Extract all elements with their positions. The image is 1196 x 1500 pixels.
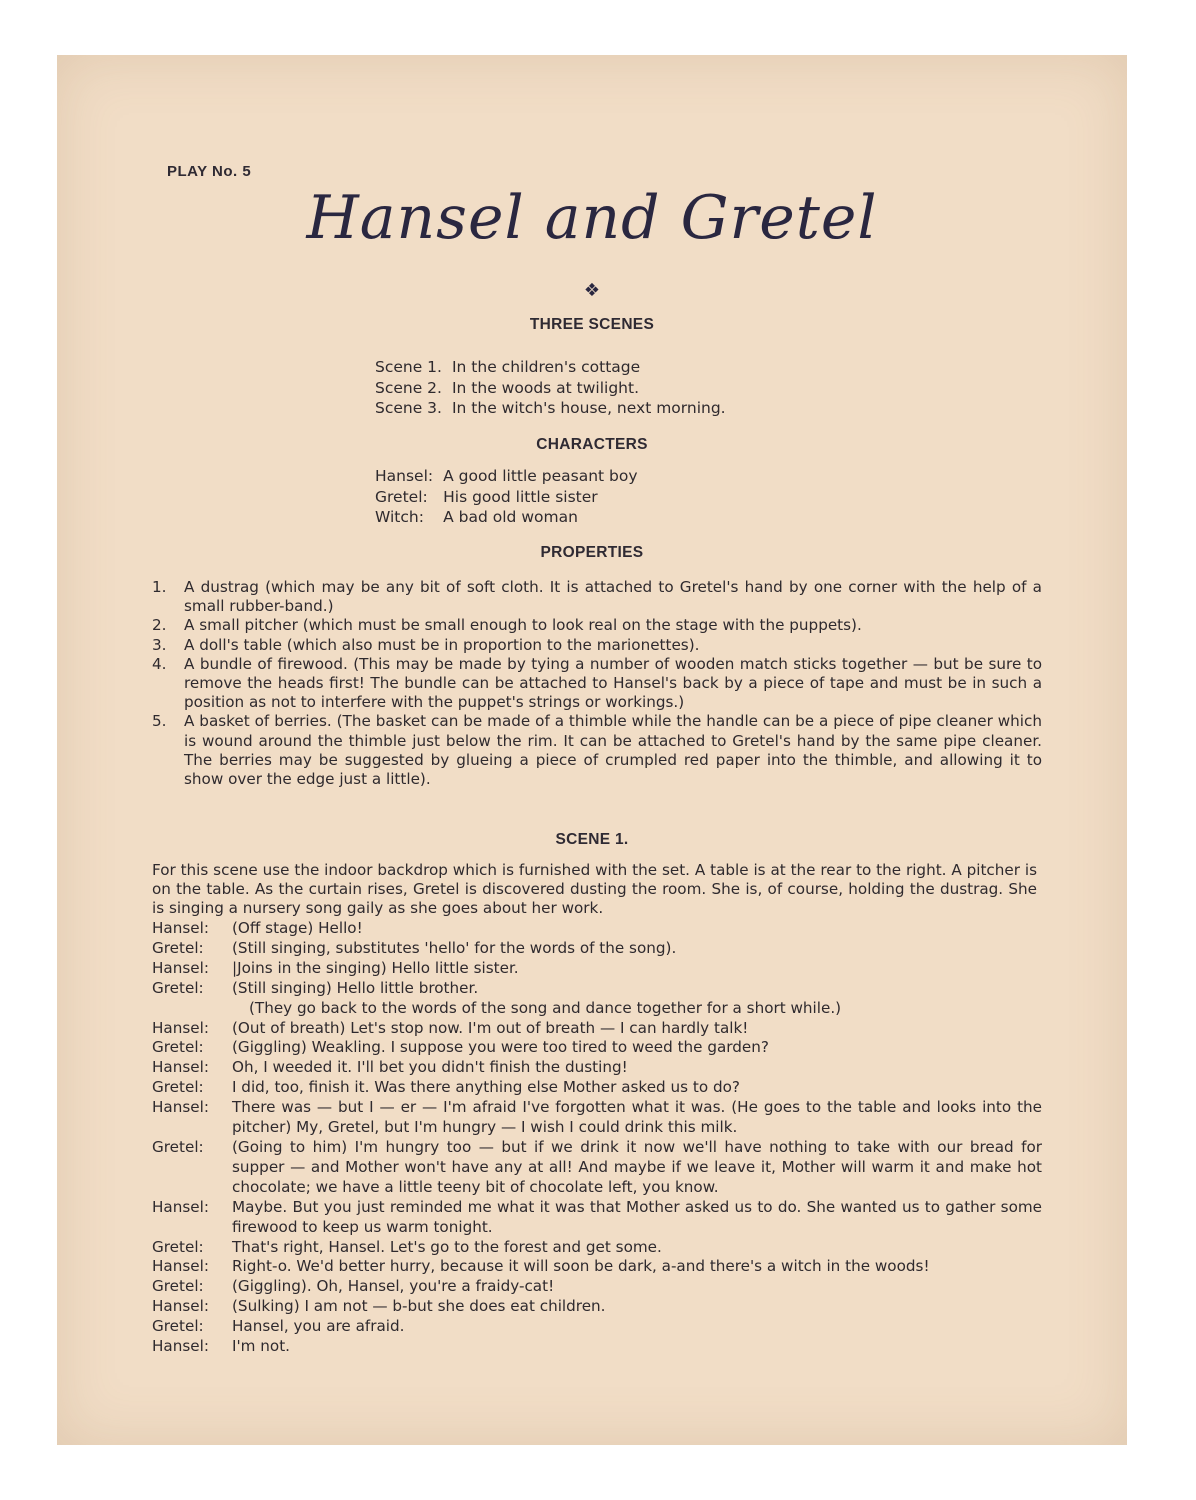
characters-heading: CHARACTERS xyxy=(536,436,648,453)
scene1-intro: For this scene use the indoor backdrop which is furnished with the set. A table is at the rear to the right. A pitcher is on the table. As the curtain rises, Gretel is discovered dusting the room. She is, of course, holding the dustrag. She is singing a nursery song gaily as she goes about her work. xyxy=(152,861,1037,918)
character-row: Hansel: A good little peasant boy xyxy=(375,467,638,485)
scene-row: Scene 1. In the children's cottage xyxy=(375,358,641,376)
scenes-list xyxy=(375,357,726,419)
play-title: Hansel and Gretel xyxy=(306,183,878,253)
characters-list xyxy=(375,466,638,528)
scene-row: Scene 2. In the woods at twilight. xyxy=(375,378,639,397)
property-item: 4. A bundle of firewood. (This may be made by tying a number of wooden match sticks together — but be sure to remove the heads first! The bundle can be attached to Hansel's back by a piece of tape and must be in such a position as not to interfere with the puppet's strings or workings.) xyxy=(152,654,1042,712)
dialogue-line: Gretel: I did, too, finish it. Was there anything else Mother asked us to do? xyxy=(152,1078,740,1097)
dialogue-line: Hansel: There was — but I — er — I'm afraid I've forgotten what it was. (He goes to the table and looks into the pitcher) My, Gretel, but I'm hungry — I wish I could drink this milk. xyxy=(152,1098,1042,1137)
scenes-heading: THREE SCENES xyxy=(529,316,655,333)
dialogue-line: Gretel: (Still singing) Hello little brother. xyxy=(152,978,479,997)
scene-row: Scene 3. In the witch's house, next morning. xyxy=(375,399,726,417)
dialogue-line: Hansel: |Joins in the singing) Hello little sister. xyxy=(152,958,519,977)
properties-heading: PROPERTIES xyxy=(540,544,644,561)
scene1-heading: SCENE 1. xyxy=(555,831,629,848)
dialogue-line: Gretel: (Still singing, substitutes 'hello' for the words of the song). xyxy=(152,938,677,957)
dialogue-line: Hansel: Maybe. But you just reminded me what it was that Mother asked us to do. She wanted us to gather some firewood to keep us warm tonight. xyxy=(152,1197,1042,1236)
dialogue-line: Hansel: Right-o. We'd better hurry, because it will soon be dark, a-and there's a witch in the woods! xyxy=(152,1257,930,1276)
ornament-icon: ❖ xyxy=(583,280,601,301)
stage-direction: (They go back to the words of the song and dance together for a short while.) xyxy=(249,998,842,1017)
dialogue-line: Gretel: (Giggling). Oh, Hansel, you're a fraidy-cat! xyxy=(152,1277,555,1296)
dialogue xyxy=(152,919,1042,1357)
dialogue-line: Gretel: (Going to him) I'm hungry too — but if we drink it now we'll have nothing to take with our bread for supper — and Mother won't have any at all! And maybe if we leave it, Mother will warm it and make hot chocolate; we have a little teeny bit of chocolate left, you know. xyxy=(152,1137,1042,1196)
dialogue-line: Hansel: Oh, I weeded it. I'll bet you didn't finish the dusting! xyxy=(152,1058,628,1077)
dialogue-line: Hansel: (Off stage) Hello! xyxy=(152,919,363,937)
dialogue-line: Hansel: I'm not. xyxy=(152,1337,290,1356)
dialogue-line: Hansel: (Out of breath) Let's stop now. I'm out of breath — I can hardly talk! xyxy=(152,1018,749,1037)
property-item: 2. A small pitcher (which must be small enough to look real on the stage with the puppets). xyxy=(152,616,862,635)
dialogue-line: Gretel: (Giggling) Weakling. I suppose you were too tired to weed the garden? xyxy=(152,1038,769,1057)
play-number: PLAY No. 5 xyxy=(167,163,252,180)
dialogue-line: Gretel: That's right, Hansel. Let's go to the forest and get some. xyxy=(152,1237,662,1256)
property-item: 3. A doll's table (which also must be in proportion to the marionettes). xyxy=(152,635,700,654)
character-row: Witch: A bad old woman xyxy=(375,508,578,526)
character-row: Gretel: His good little sister xyxy=(375,487,598,506)
dialogue-line: Hansel: (Sulking) I am not — b-but she does eat children. xyxy=(152,1297,606,1316)
property-item: 5. A basket of berries. (The basket can be made of a thimble while the handle can be a piece of pipe cleaner which is wound around the thimble just below the rim. It can be attached to Gretel's hand by the same pipe cleaner. The berries may be suggested by glueing a piece of crumpled red paper into the thimble, and allowing it to show over the edge just a little). xyxy=(152,712,1042,789)
dialogue-line: Gretel: Hansel, you are afraid. xyxy=(152,1317,405,1336)
property-item: 1. A dustrag (which may be any bit of soft cloth. It is attached to Gretel's hand by one corner with the help of a small rubber-band.) xyxy=(152,578,1042,616)
document-page xyxy=(57,55,1127,1445)
properties-list xyxy=(152,578,1042,789)
